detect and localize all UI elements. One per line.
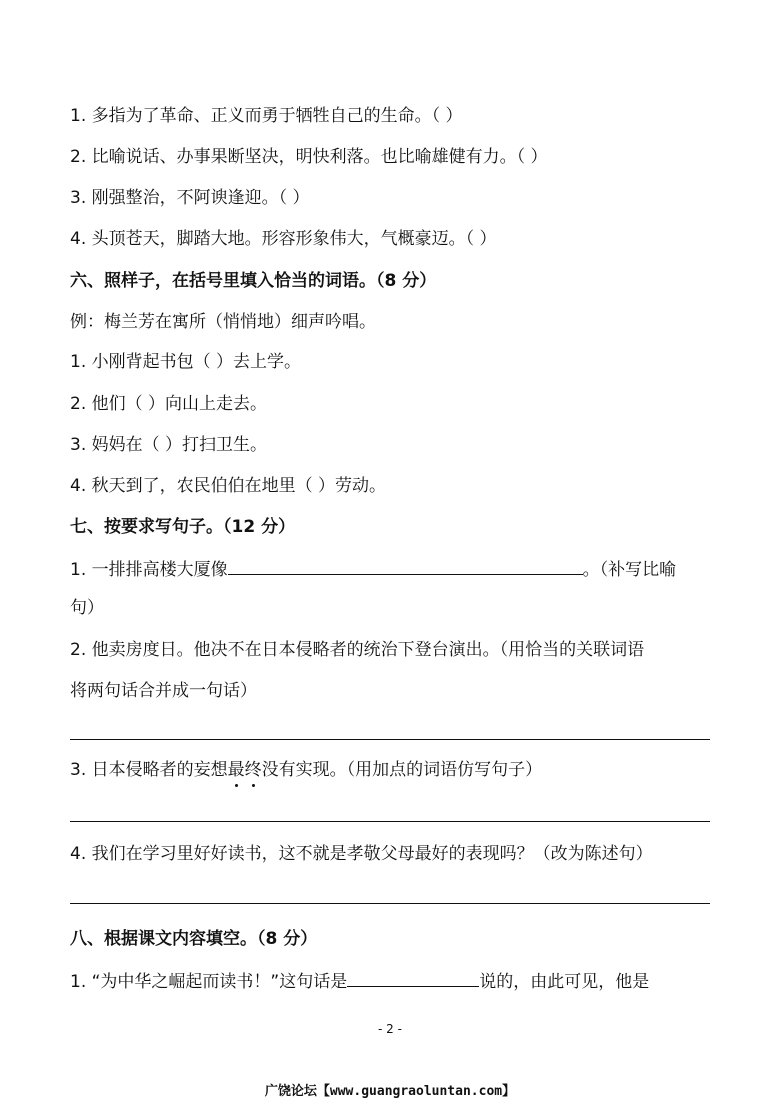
footer-site: 广饶论坛【 bbox=[264, 1084, 330, 1099]
s5-question-3: 3. 刚强整治，不阿谀逢迎。（ ） bbox=[70, 188, 310, 208]
s7-question-1 bbox=[70, 556, 676, 582]
s7-question-2-line2: 将两句话合并成一句话） bbox=[70, 681, 257, 701]
dotted-char: 最 bbox=[227, 760, 245, 780]
page-footer bbox=[0, 1080, 780, 1099]
s8-q1-suffix: 说的，由此可见，他是 bbox=[479, 972, 650, 992]
s7-question-2-line1: 2. 他卖房度日。他决不在日本侵略者的统治下登台演出。（用恰当的关联词语 bbox=[70, 640, 645, 660]
s6-question-1: 1. 小刚背起书包（ ）去上学。 bbox=[70, 352, 302, 372]
section8-heading: 八、根据课文内容填空。（8 分） bbox=[70, 929, 318, 949]
s7-q3-post: 没有实现。（用加点的词语仿写句子） bbox=[261, 760, 543, 780]
dotted-char: 终 bbox=[244, 760, 262, 780]
s6-question-4: 4. 秋天到了，农民伯伯在地里（ ）劳动。 bbox=[70, 476, 387, 496]
s5-question-4: 4. 头顶苍天，脚踏大地。形容形象伟大，气概豪迈。（ ） bbox=[70, 229, 497, 249]
s7-question-3 bbox=[70, 758, 542, 782]
s7-question-4: 4. 我们在学习里好好读书，这不就是孝敬父母最好的表现吗？（改为陈述句） bbox=[70, 844, 653, 864]
s8-q1-prefix: 1. “为中华之崛起而读书！”这句话是 bbox=[70, 972, 348, 992]
s6-question-3: 3. 妈妈在（ ）打扫卫生。 bbox=[70, 435, 268, 455]
footer-close: 】 bbox=[502, 1084, 516, 1099]
s8-question-1 bbox=[70, 968, 649, 994]
answer-blank[interactable] bbox=[228, 556, 583, 575]
s6-question-2: 2. 他们（ ）向山上走去。 bbox=[70, 394, 268, 414]
s7-q1-suffix: 。（补写比喻 bbox=[582, 560, 677, 580]
s7-q1-prefix: 1. 一排排高楼大厦像 bbox=[70, 560, 228, 580]
section6-heading: 六、照样子，在括号里填入恰当的词语。（8 分） bbox=[70, 271, 437, 291]
footer-url[interactable]: www.guangraoluntan.com bbox=[329, 1084, 503, 1099]
s7-question-1-cont: 句） bbox=[70, 598, 104, 618]
answer-line-q3[interactable] bbox=[70, 821, 710, 822]
answer-line-q2[interactable] bbox=[70, 739, 710, 740]
answer-blank[interactable] bbox=[347, 968, 479, 987]
s7-q3-pre: 3. 日本侵略者的妄想 bbox=[70, 760, 228, 780]
s6-example: 例：梅兰芳在寓所（悄悄地）细声吟唱。 bbox=[70, 312, 376, 332]
page-number: - 2 - bbox=[378, 1022, 402, 1036]
section7-heading: 七、按要求写句子。（12 分） bbox=[70, 517, 296, 537]
answer-line-q4[interactable] bbox=[70, 903, 710, 904]
s5-question-1: 1. 多指为了革命、正义而勇于牺牲自己的生命。（ ） bbox=[70, 106, 463, 126]
s5-question-2: 2. 比喻说话、办事果断坚决，明快利落。也比喻雄健有力。（ ） bbox=[70, 147, 548, 167]
